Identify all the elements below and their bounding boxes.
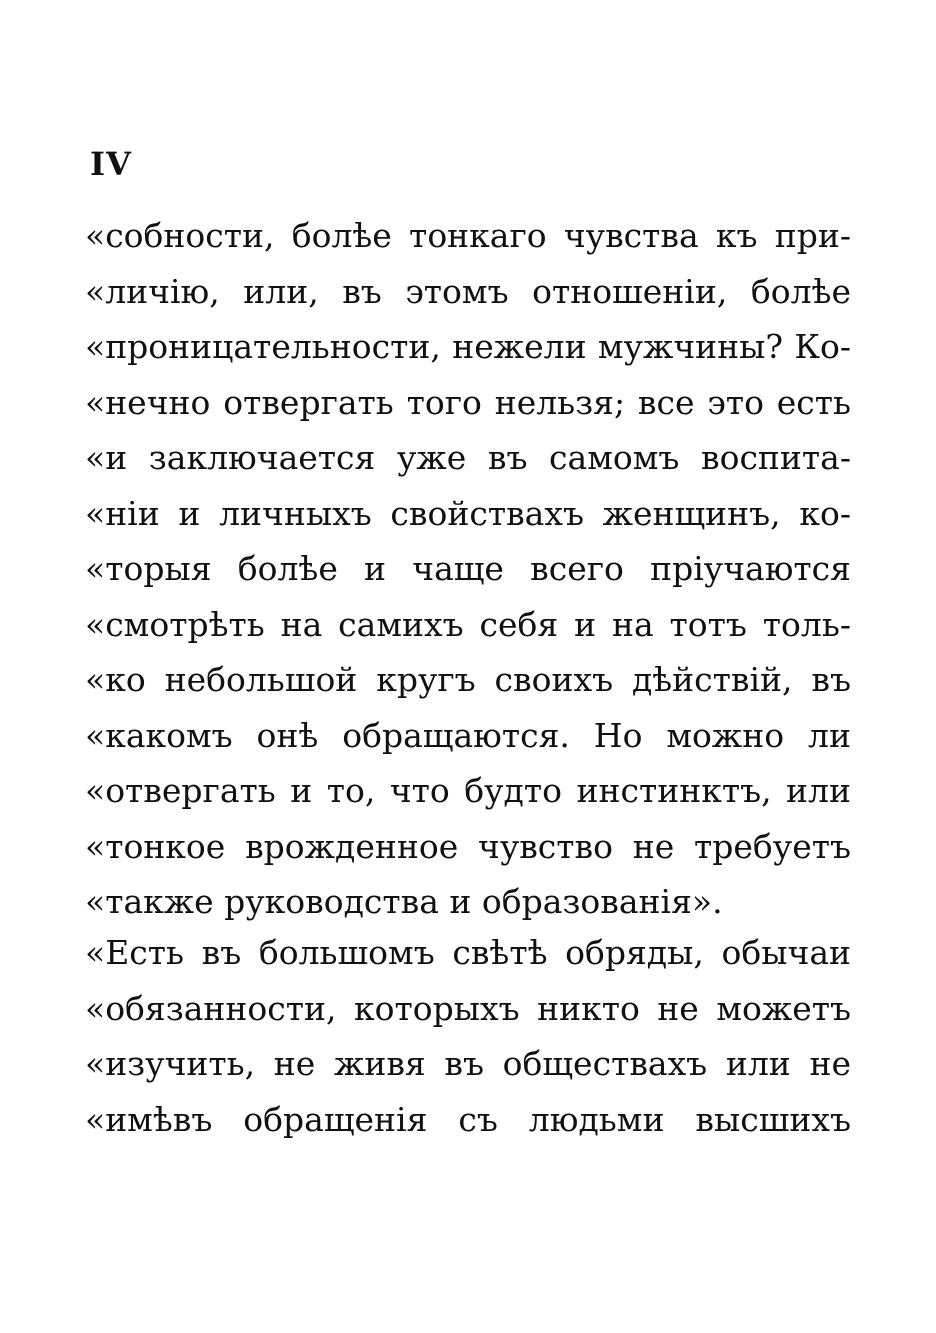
text-line: «ко небольшой кругъ своихъ дѣйствій, въ [85,660,851,699]
text-line: «ніи и личныхъ свойствахъ женщинъ, ко- [85,493,851,533]
text-line: «смотрѣть на самихъ себя и на тотъ толь- [85,604,851,644]
text-line: «тонкое врожденное чувство не требуетъ [85,826,851,866]
text-line: «личію, или, въ этомъ отношеніи, болѣе [85,271,851,311]
text-line: «проницательности, нежели мужчины? Ко- [85,327,851,366]
text-line: «нечно отвергать того нельзя; все это есть [85,382,851,422]
text-line: «торыя болѣе и чаще всего пріучаются [85,549,851,588]
text-line: «отвергать и то, что будто инстинктъ, или [85,771,851,810]
text-line: «и заключается уже въ самомъ воспита- [85,438,851,477]
paragraph-2 [85,925,851,1147]
text-line: «собности, болѣе тонкаго чувства къ при- [85,216,851,255]
text-line: «имѣвъ обращенія съ людьми высшихъ [85,1099,851,1139]
text-line: «какомъ онѣ обращаются. Но можно ли [85,715,851,755]
text-line: «обязанности, которыхъ никто не можетъ [85,988,851,1028]
text-line: «изучить, не живя въ обществахъ или не [85,1044,851,1083]
page-number: IV [90,145,132,183]
text-line: «Есть въ большомъ свѣтѣ обряды, обычаи [85,933,851,972]
text-line: «также руководства и образованія». [85,882,723,921]
paragraph-1 [85,208,851,930]
